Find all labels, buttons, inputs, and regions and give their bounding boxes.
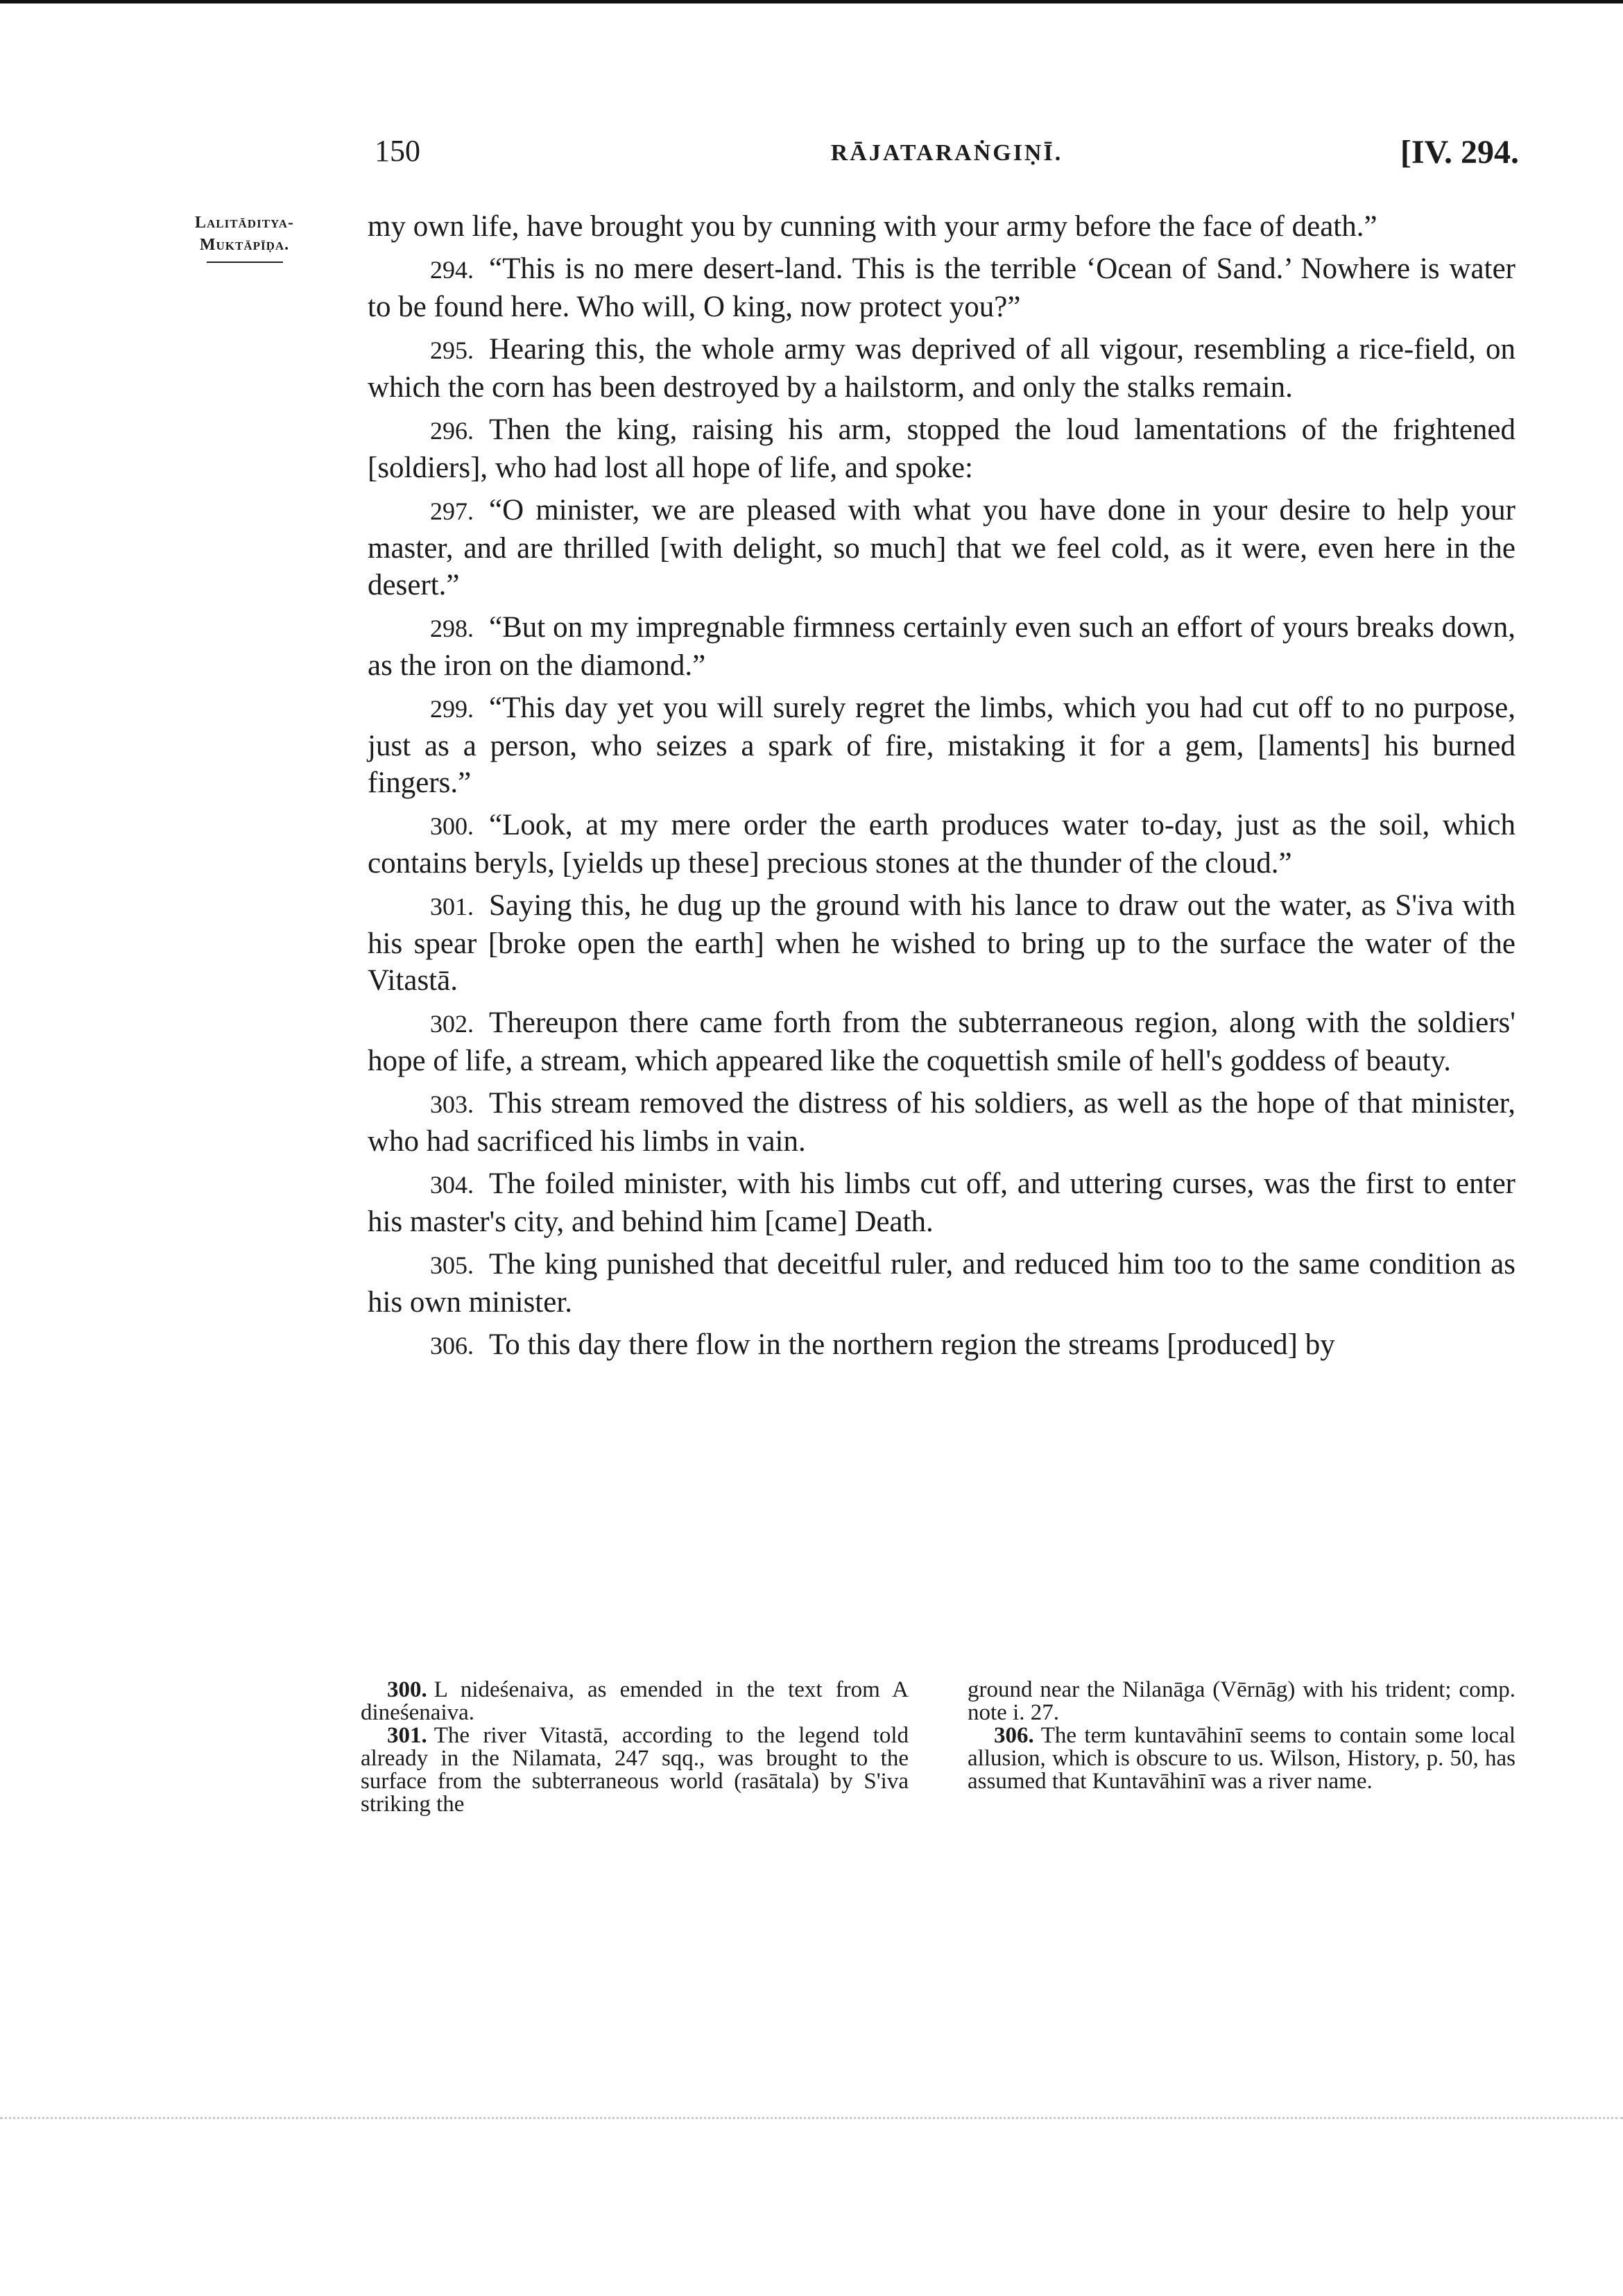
marginal-heading-line-1: Lalitāditya- [194,214,295,232]
verse-paragraph [368,331,1515,406]
paragraph-text: Thereupon there came forth from the subterraneous region, along with the soldiers' hope of life, a stream, which appeared like the coquettish smile of hell's goddess of beauty. [368,1006,1515,1077]
paragraph-text: The king punished that deceitful ruler, and reduced him too to the same condition as his own minister. [368,1248,1515,1319]
paragraph-text: “This day yet you will surely regret the limbs, which you had cut off to no purpose, just as a person, who seizes a spark of fire, mistaking it for a gem, [laments] his burned fingers.” [368,692,1515,799]
running-title: RĀJATARAṄGIṆĪ. [830,140,1063,166]
verse-number: 297. [430,497,474,525]
verse-number: 301. [430,893,474,920]
verse-number: 306. [430,1332,474,1360]
footnote [361,1724,909,1816]
verse-paragraph [368,689,1515,801]
footnote-column-right [968,1679,1515,1816]
verse-number: 299. [430,695,474,723]
verse-paragraph [368,1004,1515,1079]
verse-paragraph [368,250,1515,325]
footnote-column-left [361,1679,909,1816]
verse-number: 295. [430,336,474,364]
paragraph-text: “O minister, we are pleased with what you have done in your desire to help your master, and are thrilled [with delight, so much] that we feel cold, as it were, even here in the desert.” [368,494,1515,601]
paragraph-text: This stream removed the distress of his soldiers, as well as the hope of that minister, who had sacrificed his limbs in vain. [368,1087,1515,1158]
verse-paragraph [368,887,1515,999]
main-text [368,208,1515,1370]
footnote-continuation [968,1679,1515,1724]
verse-number: 302. [430,1010,474,1038]
verse-number: 304. [430,1171,474,1199]
verse-number: 300. [430,812,474,840]
footnote-text: L nideśenaiva, as emended in the text from A dineśenaiva. [361,1677,909,1725]
verse-number: 298. [430,615,474,642]
verse-paragraph [368,492,1515,603]
paragraph-text: Then the king, raising his arm, stopped the loud lamentations of the frightened [soldiers], who had lost all hope of life, and spoke: [368,413,1515,484]
paragraph-text: Saying this, he dug up the ground with his lance to draw out the water, as S'iva with his spear [broke open the earth] when he wished to bring up to the surface the water of the Vitastā. [368,889,1515,997]
paragraph-text: “This is no mere desert-land. This is the terrible ‘Ocean of Sand.’ Nowhere is water to be found here. Who will, O king, now protect you?” [368,252,1515,323]
verse-paragraph [368,1085,1515,1160]
verse-paragraph [368,609,1515,684]
footnote-text: The river Vitastā, according to the legend told already in the Nilamata, 247 sqq., was brought to the surface from the subterraneous world (rasātala) by S'iva striking the [361,1723,909,1817]
paragraph-text: Hearing this, the whole army was deprived of all vigour, resembling a rice-field, on which the corn has been destroyed by a hailstorm, and only the stalks remain. [368,333,1515,404]
verse-paragraph [368,1165,1515,1240]
page-header [375,133,1519,182]
footnote [361,1679,909,1724]
verse-paragraph [368,807,1515,882]
paragraph-text: To this day there flow in the northern region the streams [produced] by [489,1328,1335,1361]
marginal-heading-line-2: Muktāpīḍa. [199,236,290,254]
footnote-number: 306. [994,1723,1034,1748]
verse-number: 294. [430,256,474,284]
marginal-rule [207,262,283,263]
paragraph-text: my own life, have brought you by cunning with your army before the face of death.” [368,210,1377,243]
verse-number: 305. [430,1251,474,1279]
verse-number: 296. [430,417,474,445]
footnotes [361,1679,1515,1816]
paragraph-text: The foiled minister, with his limbs cut off, and uttering curses, was the first to enter his master's city, and behind him [came] Death. [368,1167,1515,1238]
page-number: 150 [375,134,420,168]
footnote-number: 301. [387,1723,427,1748]
paragraph-text: “But on my impregnable firmness certainly even such an effort of yours breaks down, as the iron on the diamond.” [368,611,1515,682]
paragraph-text: “Look, at my mere order the earth produces water to-day, just as the soil, which contains beryls, [yields up these] precious stones at the thunder of the cloud.” [368,809,1515,880]
top-border [0,0,1623,3]
paragraph-continuation [368,208,1515,245]
section-reference: [IV. 294. [1400,134,1519,171]
scan-edge-dots [0,2117,1623,2121]
verse-number: 303. [430,1090,474,1118]
verse-paragraph [368,411,1515,486]
footnote-number: 300. [387,1677,427,1702]
footnote [968,1724,1515,1793]
verse-paragraph [368,1246,1515,1321]
footnote-text: The term kuntavāhinī seems to contain some local allusion, which is obscure to us. Wilson, History, p. 50, has assumed that Kuntavāhinī was a river name. [968,1723,1515,1794]
verse-paragraph [368,1326,1515,1364]
footnote-text: ground near the Nilanāga (Vērnāg) with his trident; comp. note i. 27. [968,1677,1515,1725]
marginal-heading [170,212,319,263]
